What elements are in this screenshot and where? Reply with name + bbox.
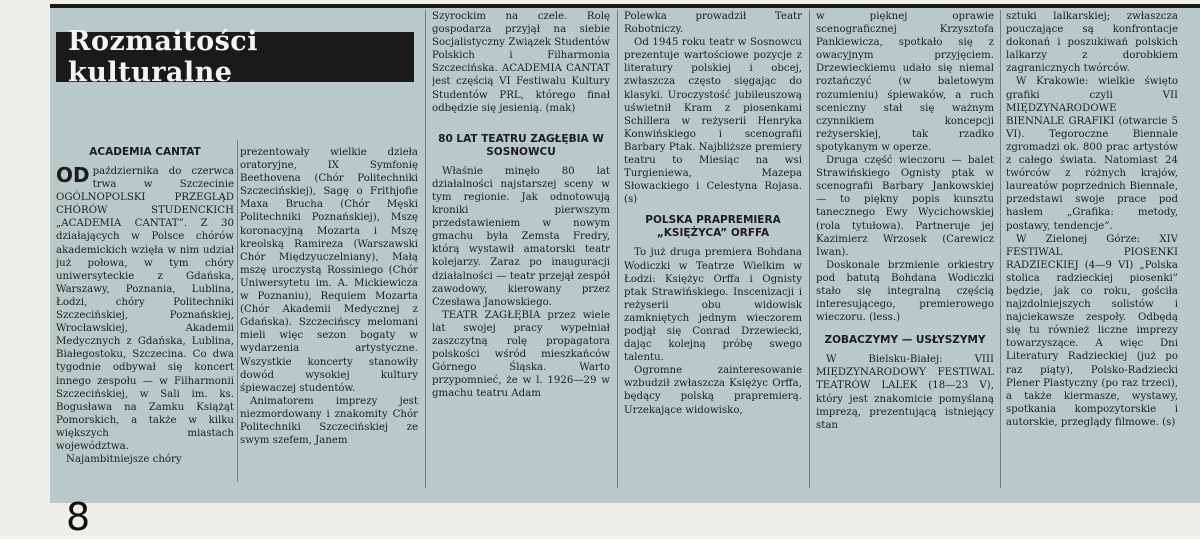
article-body-academia-cont: prezentowały wielkie dzieła oratoryjne, IX Symfonię Beethovena (Chór Politechniki Szczecińskiej), Sagę o Frithjofie Maxa Brucha (Chór Męski Politechniki Poznańskiej), Mszę koronacyjną Mozarta i Mszę kreolską Ramireza (Warszawski Chór Międzyuczelniany), Małą mszę uroczystą Rossiniego (Chór Uniwersytetu im. A. Mickiewicza w Poznaniu), Requiem Mozarta (Chór Akademii Medycznej z Gdańska). Szczecińscy melomani mieli więc sezon bogaty w wydarzenia artystyczne. Wszystkie koncerty stanowiły dowód wysokiej kultury śpiewaczej studentów. (240, 147, 418, 394)
article-body-ksiezyc-2: Ogromne zainteresowanie wzbudził zwłaszcza Księżyc Orffa, będący polską prapremierą. Urzekające widowisko, (624, 365, 802, 416)
article-column-3 (432, 10, 610, 482)
article-column-4 (624, 10, 802, 482)
article-heading-teatr-zaglebia: 80 LAT TEATRU ZAGŁĘBIA W SOSNOWCU (438, 132, 604, 158)
column-divider (809, 10, 810, 488)
article-heading-academia: ACADEMIA CANTAT (89, 146, 201, 158)
article-body-teatr-cont: Polewka prowadził Teatr Robotniczy. (624, 11, 802, 36)
article-body-teatr-cont2: Od 1945 roku teatr w Sosnowcu prezentuje wartościowe pozycje z literatury polskiej i obcej, zwłaszcza często sięgając do klasyki. Uroczystość jubileuszową uświetnił Kram z piosenkami Schillera w reżyserii Henryka Konwińskiego i scenografii Barbary Ptak. Najbliższe premiery teatru to Miesiąc na wsi Turgieniewa, Mazepa Słowackiego i Celestyna Rojasa. (s) (624, 37, 802, 206)
article-body-academia: OD października do czerwca trwa w Szczecinie OGÓLNOPOLSKI PRZEGLĄD CHÓRÓW STUDENCKICH „ACADEMIA CANTAT”. Z 30 działających w Polsce chórów akademickich wzięła w nim udział już połowa, w tym chóry uniwersyteckie z Gdańska, Warszawy, Poznania, Lublina, Łodzi, chóry Politechniki Szczecińskiej, Poznańskiej, Wrocławskiej, Akademii Medycznych z Gdańska, Lublina, Białegostoku, Szczecina. Co dwa tygodnie odbywał się koncert innego zespołu — w Filharmonii Szczecińskiej, w Sali im. ks. Bogusława na Zamku Książąt Pomorskich, a także w kilku większych miastach województwa. (56, 163, 234, 452)
article-body-ksiezyc-cont: w pięknej oprawie scenograficznej Krzysztofa Pankiewicza, spotkało się z owacyjnym przyjęciem. Drzewieckiemu udało się niemal roztańczyć (w baletowym rozumieniu) śpiewaków, a ruch sceniczny stał się ważnym czynnikiem koncepcji reżyserskiej, tak rzadko spotykanym w operze. (816, 11, 994, 153)
article-heading-zobaczymy: ZOBACZYMY — USŁYSZYMY (824, 334, 986, 347)
dropcap: OD (56, 163, 90, 187)
column-divider (1000, 10, 1001, 488)
article-body-ksiezyc: To już druga premiera Bohdana Wodiczki w Teatrze Wielkim w Łodzi: Księżyc Orffa i Ognisty ptak Strawińskiego. Inscenizacji i reżyserii obu widowisk zamkniętych jednym wieczorem podjął się Conrad Drzewiecki, dając kolejną próbę swego talentu. (624, 247, 802, 364)
column-divider (237, 140, 238, 482)
column-divider (617, 10, 618, 488)
article-column-5 (816, 10, 994, 482)
article-heading-ksiezyc: POLSKA PRAPREMIERA „KSIĘŻYCA” ORFFA (645, 214, 781, 240)
page-number: 8 (66, 495, 91, 539)
article-body-academia-tail: Najambitniejsze chóry (66, 454, 182, 466)
article-body-ksiezyc-cont3: Doskonale brzmienie orkiestry pod batutą Bohdana Wodiczki stało się integralną częścią interesującego, premierowego wieczoru. (less.) (816, 259, 994, 324)
article-body-teatr-zaglebia: Właśnie minęło 80 lat działalności najstarszej sceny w tym regionie. Jak odnotowują kroniki pierwszym przedstawieniem w nowym gmachu była Zemsta Fredry, którą wystawił amatorski teatr kolejarzy. Zaraz po inauguracji działalności — teatr przejął zespół zawodowy, kierowany przez Czesława Janowskiego. (432, 165, 610, 308)
article-body-zobaczymy: W Bielsku-Białej: VIII MIĘDZYNARODOWY FESTIWAL TEATRÓW LALEK (18—23 V), który jest znakomicie pomyślaną imprezą, prezentującą istniejący stan (816, 354, 994, 431)
article-body-academia-cont2: Animatorem imprezy jest niezmordowany i znakomity Chór Politechniki Szczecińskiej ze swym szefem, Janem (240, 395, 418, 447)
article-column-1 (56, 140, 234, 482)
column-divider (425, 10, 426, 488)
article-body-zobaczymy-krakow: W Krakowie: wielkie święto grafiki czyli VII MIĘDZYNARODOWE BIENNALE GRAFIKI (otwarcie 5 VI). Tegoroczne Biennale zgromadzi ok. 800 prac artystów z całego świata. Natomiast 24 twórców z różnych krajów, laureatów poprzednich Biennale, przedstawi swoje prace pod hasłem „Grafika: metody, postawy, tendencje”. (1006, 76, 1178, 232)
article-body-zobaczymy-zielona-gora: W Zielonej Górze: XIV FESTIWAL PIOSENKI RADZIECKIEJ (4—9 VI) „Polska stolica radzieckiej piosenki” będzie, jak co roku, gościła najzdolniejszych solistów i najciekawsze zespoły. Odbędą się tu również liczne imprezy towarzyszące. A więc Dni Literatury Radzieckiej (już po raz piąty), Polsko-Radziecki Plener Plastyczny (po raz trzeci), a także kiermasze, wystawy, spotkania kompozytorskie i autorskie, przeglądy filmowe. (s) (1006, 233, 1178, 428)
article-column-2 (240, 146, 418, 482)
article-body-academia-end: Szyrockim na czele. Rolę gospodarza przyjął na siebie Socjalistyczny Związek Studentów Polskich i Filharmonia Szczecińska. ACADEMIA CANTAT jest częścią VI Festiwalu Kultury Studentów PRL, którego finał odbędzie się jesienią. (mak) (432, 11, 610, 114)
article-body-ksiezyc-cont2: Druga część wieczoru — balet Strawińskiego Ognisty ptak w scenografii Barbary Jankowskiej — to piękny popis kunsztu tanecznego Ewy Wycichowskiej (rola tytułowa). Partneruje jej Kazimierz Wrzosek (Carewicz Iwan). (816, 155, 994, 258)
article-body-teatr-zaglebia-2: TEATR ZAGŁĘBIA przez wiele lat swojej pracy wypełniał zaszczytną rolę propagatora polskości wśród mieszkańców Górnego Śląska. Warto przypomnieć, że w l. 1926—29 w gmachu teatru Adam (432, 309, 610, 400)
article-body-zobaczymy-cont: sztuki lalkarskiej; zwłaszcza pouczające są konfrontacje dokonań i poszukiwań polskich lalkarzy z dorobkiem zagranicznych twórców. (1006, 11, 1178, 75)
article-column-6 (1006, 10, 1178, 482)
section-headline: Rozmaitości kulturalne (56, 32, 414, 82)
